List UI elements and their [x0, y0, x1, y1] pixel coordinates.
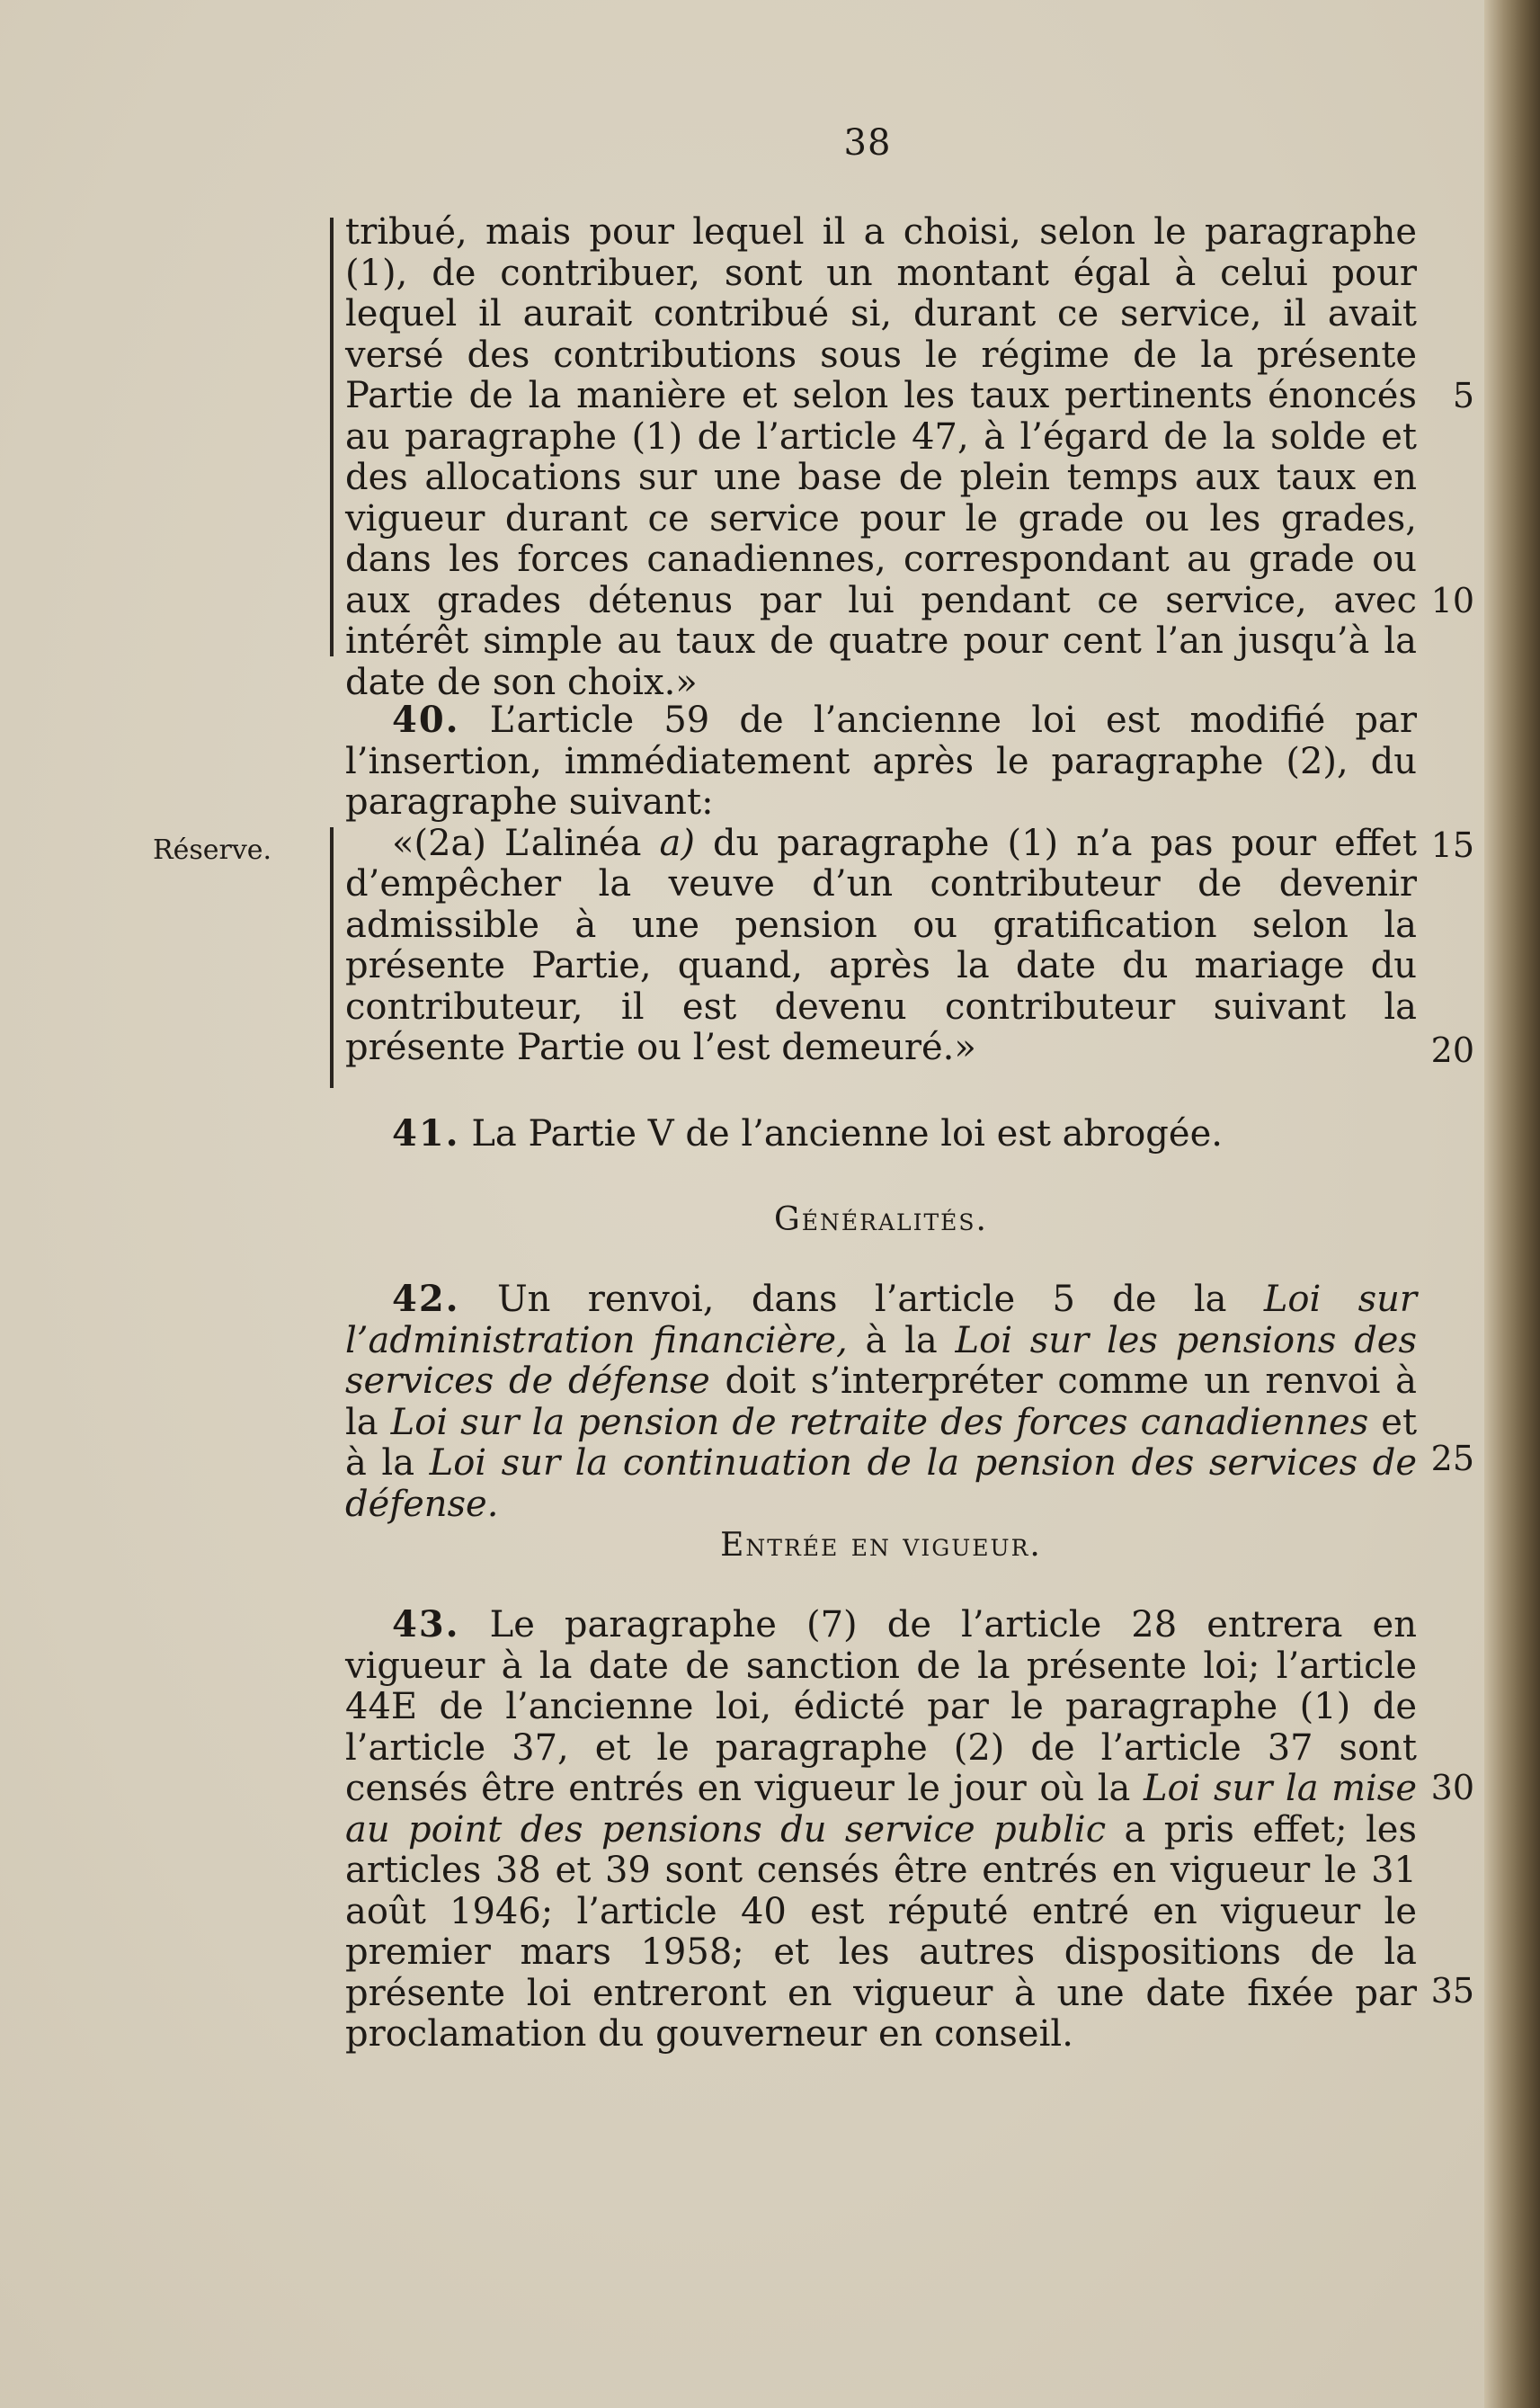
amendment-bar-top	[330, 218, 334, 656]
section-40-sub-rest: du paragraphe (1) n’a pas pour effet d’empêcher la veuve d’un contributeur de devenir admissible à une pension ou gratification selon la présente Partie, quand, après la date du mariage du contributeur, il est devenu contributeur suivant la présente Partie ou l’est demeuré.»	[345, 822, 1418, 1068]
heading-entree-en-vigueur: Entrée en vigueur.	[720, 1527, 1042, 1564]
line-number: 10	[1430, 581, 1474, 620]
section-40-subsection	[345, 824, 1417, 1069]
amendment-bar-middle	[330, 827, 334, 1088]
section-41-number: 41.	[392, 1112, 460, 1155]
section-43-number: 43.	[392, 1603, 460, 1645]
book-binding-edge	[1484, 0, 1540, 2408]
line-number: 35	[1430, 1971, 1474, 2011]
section-42-text-4: et à la	[345, 1401, 1418, 1484]
page-number: 38	[843, 122, 892, 164]
paragraph-continuation	[345, 212, 1417, 703]
section-41-text: La Partie V de l’ancienne loi est abrogée.	[471, 1113, 1223, 1155]
section-43-act-1: Loi sur la mise au point des pensions du service public	[345, 1768, 1418, 1851]
section-41-para	[345, 1113, 1417, 1155]
section-40-number: 40.	[392, 699, 460, 741]
line-number: 30	[1430, 1768, 1474, 1807]
section-40-sub-letter: a)	[659, 822, 695, 864]
section-42-text-3: doit s’interpréter comme un renvoi à la	[345, 1360, 1417, 1443]
section-42	[345, 1279, 1417, 1525]
section-41	[345, 1113, 1417, 1155]
section-43-para	[345, 1604, 1417, 2056]
section-43	[345, 1604, 1417, 2056]
heading-generalites: Généralités.	[774, 1201, 988, 1238]
paragraph-continuation-text: tribué, mais pour lequel il a choisi, selon le paragraphe (1), de contribuer, sont un montant égal à celui pour lequel il aurait contribué si, durant ce service, il avait versé des contributions sous le régime de la présente Partie de la manière et selon les taux pertinents énoncés au paragraphe (1) de l’article 47, à l’égard de la solde et des allocations sur une base de plein temps aux taux en vigueur durant ce service pour le grade ou les grades, dans les forces canadiennes, correspondant au grade ou aux grades détenus par lui pendant ce service, avec intérêt simple au taux de quatre pour cent l’an jusqu’à la date de son choix.»	[345, 211, 1417, 703]
section-43-text-2: a pris effet; les articles 38 et 39 sont censés être entrés en vigueur le 31 août 1946; l’article 40 est réputé entré en vigueur le premier mars 1958; et les autres dispositions de la présente loi entreront en vigueur à une date fixée par proclamation du gouverneur en conseil.	[345, 1808, 1417, 2055]
line-number: 15	[1430, 825, 1474, 865]
line-number: 25	[1430, 1439, 1474, 1478]
section-40-sub-open: «(2a) L’alinéa	[392, 822, 642, 864]
section-42-number: 42.	[392, 1278, 460, 1320]
section-42-act-2: Loi sur les pensions des services de défense	[345, 1319, 1418, 1402]
margin-note-reserve: Réserve.	[153, 834, 272, 866]
section-42-act-4: Loi sur la continuation de la pension des services de défense.	[345, 1442, 1417, 1525]
section-40	[345, 700, 1417, 1069]
section-42-text-2: à la	[865, 1319, 938, 1361]
section-42-text-1: Un renvoi, dans l’article 5 de la	[496, 1279, 1227, 1320]
line-number: 5	[1452, 376, 1474, 415]
section-42-para	[345, 1279, 1417, 1525]
section-43-text-1: Le paragraphe (7) de l’article 28 entrera en vigueur à la date de sanction de la présente loi; l’article 44E de l’ancienne loi, édicté par le paragraphe (1) de l’article 37, et le paragraphe (2) de l’article 37 sont censés être entrés en vigueur le jour où la	[345, 1604, 1417, 1809]
section-40-text: L’article 59 de l’ancienne loi est modifié par l’insertion, immédiatement après le paragraphe (2), du paragraphe suivant:	[345, 700, 1417, 823]
section-42-act-3: Loi sur la pension de retraite des forces canadiennes	[390, 1401, 1369, 1443]
section-42-act-1: Loi sur l’administration financière,	[345, 1279, 1418, 1361]
line-number: 20	[1430, 1030, 1474, 1070]
section-40-intro	[345, 700, 1417, 824]
